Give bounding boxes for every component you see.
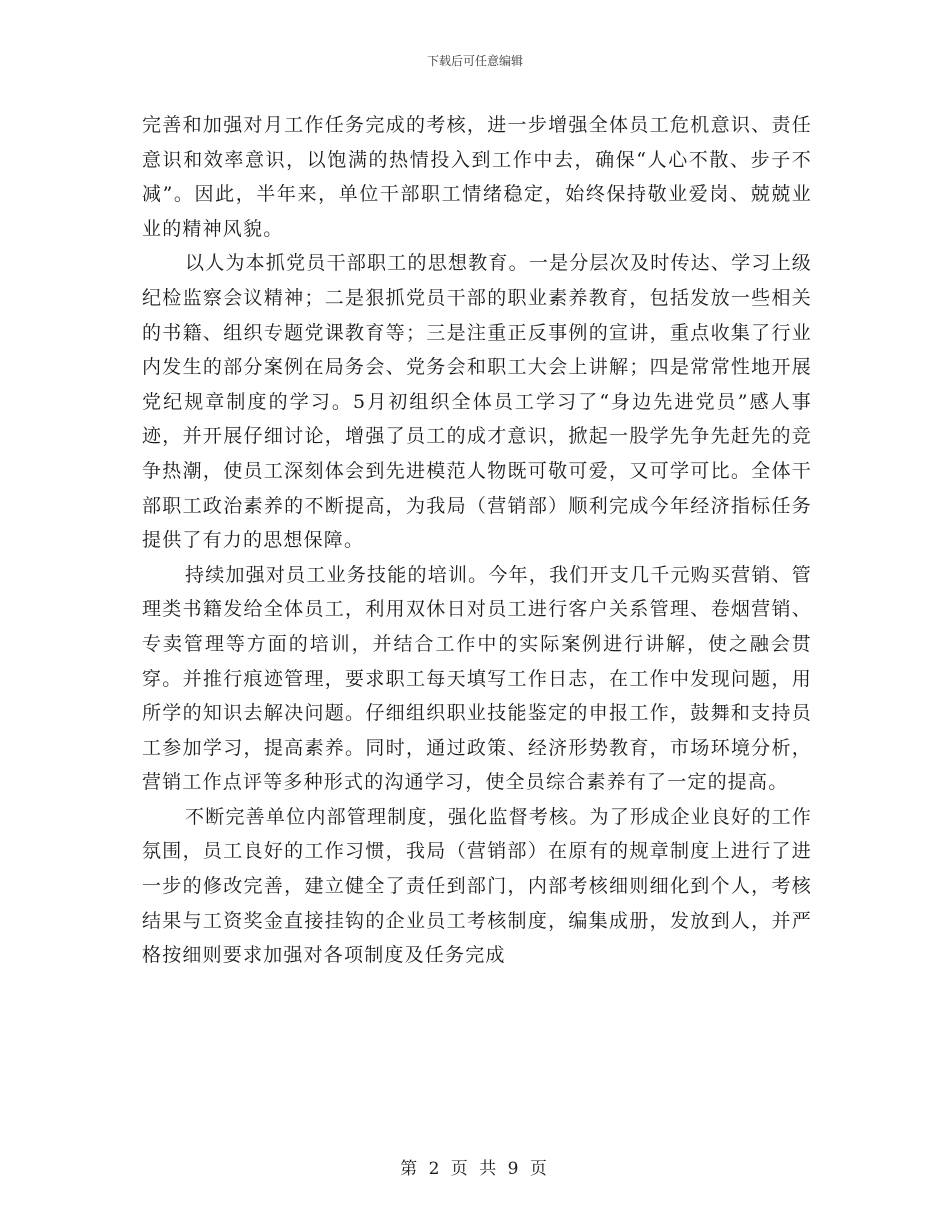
page-number-footer: 第 2 页 共 9 页 — [400, 1159, 550, 1179]
paragraph-skills-training: 持续加强对员工业务技能的培训。今年，我们开支几千元购买营销、管理类书籍发给全体员工，利用双休日对员工进行客户关系管理、卷烟营销、专卖管理等方面的培训，并结合工作中的实际案例进行讲解，使之融会贯穿。并推行痕迹管理，要求职工每天填写工作日志，在工作中发现问题，用所学的知识去解决问题。仔细组织职业技能鉴定的申报工作，鼓舞和支持员工参加学习，提高素养。同时，通过政策、经济形势教育，市场环境分析，营销工作点评等多种形式的沟通学习，使全员综合素养有了一定的提高。 — [142, 563, 812, 794]
paragraph-management-system: 不断完善单位内部管理制度，强化监督考核。为了形成企业良好的工作氛围，员工良好的工作习惯，我局（营销部）在原有的规章制度上进行了进一步的修改完善，建立健全了责任到部门，内部考核细则细化到个人，考核结果与工资奖金直接挂钩的企业员工考核制度，编集成册，发放到人，并严格按细则要求加强对各项制度及任务完成 — [142, 805, 812, 967]
header-note: 下载后可任意编辑 — [426, 54, 523, 68]
paragraph-continued: 完善和加强对月工作任务完成的考核，进一步增强全体员工危机意识、责任意识和效率意识，以饱满的热情投入到工作中去，确保“人心不散、步子不减”。因此，半年来，单位干部职工情绪稳定，始终保持敬业爱岗、兢兢业业的精神风貌。 — [142, 114, 812, 240]
body-text — [142, 108, 812, 973]
paragraph-ideological-education: 以人为本抓党员干部职工的思想教育。一是分层次及时传达、学习上级纪检监察会议精神；二是狠抓党员干部的职业素养教育，包括发放一些相关的书籍、组织专题党课教育等；三是注重正反事例的宣讲，重点收集了行业内发生的部分案例在局务会、党务会和职工大会上讲解；四是常常性地开展党纪规章制度的学习。5月初组织全体员工学习了“身边先进党员”感人事迹，并开展仔细讨论，增强了员工的成才意识，掀起一股学先争先赶先的竞争热潮，使员工深刻体会到先进模范人物既可敬可爱，又可学可比。全体干部职工政治素养的不断提高，为我局（营销部）顺利完成今年经济指标任务提供了有力的思想保障。 — [142, 252, 812, 552]
